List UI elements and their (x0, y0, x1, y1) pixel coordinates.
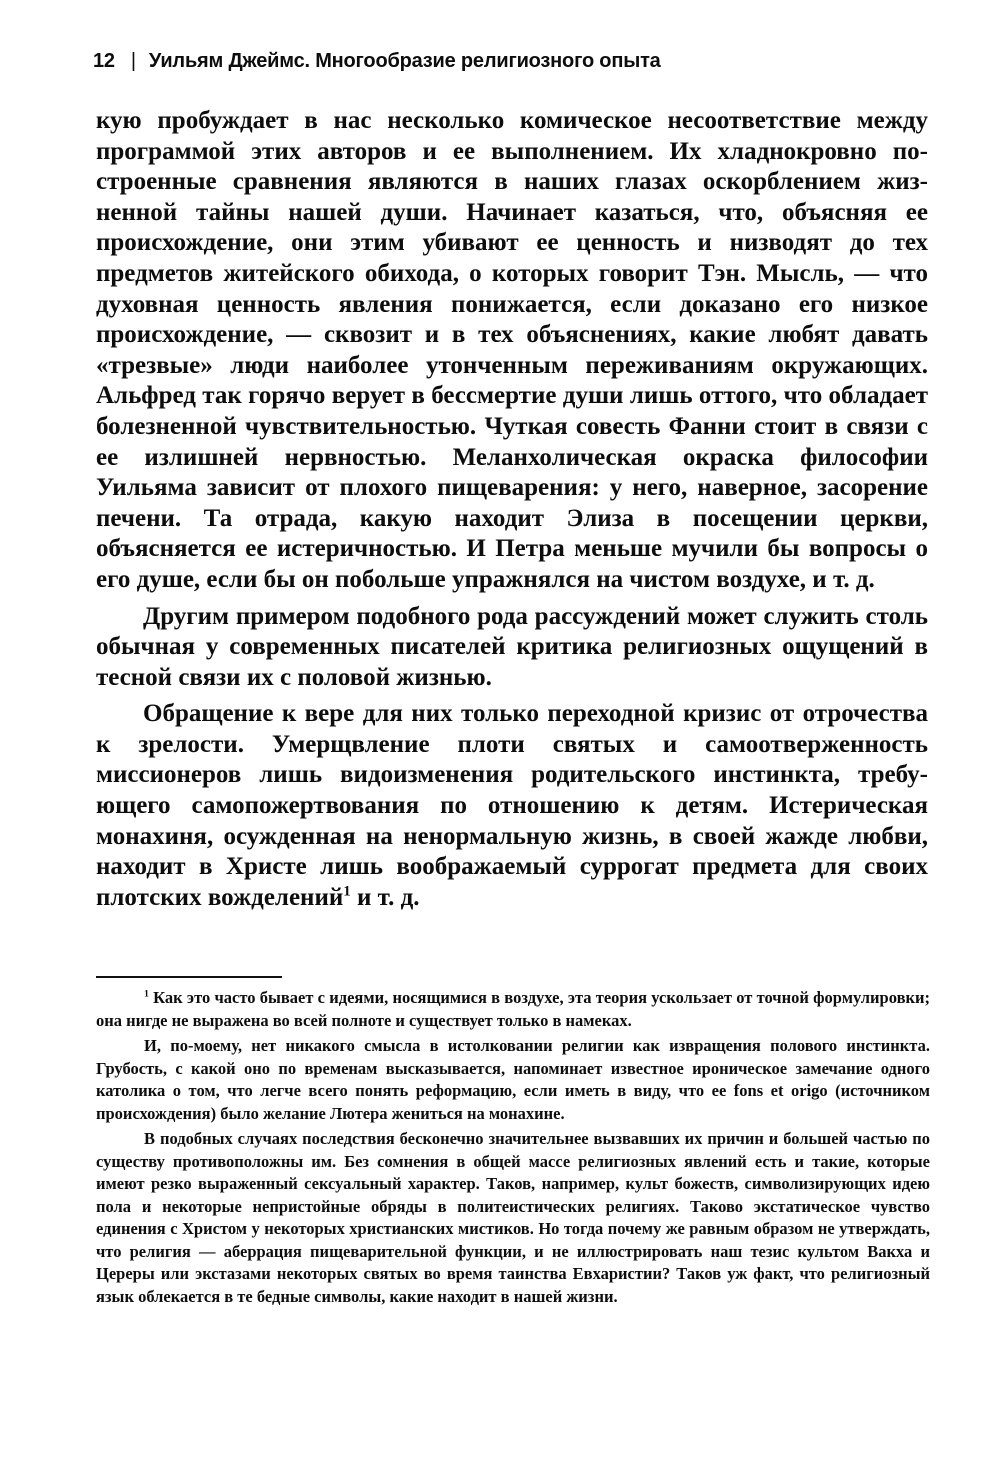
page-number: 12 (93, 50, 115, 72)
main-text (96, 106, 928, 913)
footnote-1 (96, 987, 930, 1032)
paragraph-3 (96, 699, 928, 913)
running-header (93, 47, 913, 75)
paragraph-2: Другим примером подобного рода рассуждений может служить столь обычная у современных писателей критика религиозных ощущений в тесной связи их с половой жизнью. (96, 602, 928, 691)
footnote-1-text: Как это часто бывает с идеями, носящимися в воздухе, эта теория ускользает от точной формулировки; она нигде не выражена во всей полноте и существует только в намеках. (96, 988, 930, 1030)
paragraph-3-end: и т. д. (350, 883, 420, 911)
footnote-marker: 1 (144, 988, 149, 1000)
footnote-reference[interactable]: 1 (343, 883, 351, 900)
footnote-paragraph-2: И, по-моему, нет никакого смысла в истолковании религии как извращения полового инстинкта. Грубость, с какой оно по временам высказывается, напоминает известное ироническое замечание одного католика о том, что легче всего понять реформацию, если иметь в виду, что ее fons et origo (источником происхождения) было желание Лютера жениться на монахине. (96, 1036, 930, 1123)
footnote-divider (96, 976, 282, 978)
footnotes (96, 987, 930, 1311)
paragraph-1: кую пробуждает в нас несколько комическое несоответствие между программой этих авторов и ее выполнением. Их хладнокровно построенные сравнения являются в наших глазах оскорблением жизненной тайны нашей души. Начинает казаться, что, объясняя ее происхождение, они этим убивают ее ценность и низводят до тех предметов житейского обихода, о которых говорит Тэн. Мысль, — что духовная ценность явления понижается, если доказано его низкое происхождение, — сквозит и в тех объяснениях, какие любят давать «трезвые» люди наиболее утонченным переживаниям окружающих. Альфред так горячо верует в бессмертие души лишь оттого, что обладает болезненной чувствительностью. Чуткая совесть Фанни стоит в связи с ее излишней нервностью. Меланхолическая окраска философии Уильяма зависит от плохого пищеварения: у него, наверное, засорение печени. Та отрада, какую находит Элиза в посещении церкви, объясняется ее истеричностью. И Петра меньше мучили бы вопросы о его душе, если бы он побольше упражнялся на чистом воздухе, и т. д. (96, 107, 928, 593)
header-separator: | (130, 50, 136, 72)
running-title: Уильям Джеймс. Многообразие религиозного опыта (148, 50, 661, 72)
footnote-paragraph-3: В подобных случаях последствия бесконечно значительнее вызвавших их причин и большей частью по существу противоположны им. Без сомнения в общей массе религиозных явлений есть и такие, которые имеют резко выраженный сексуальный характер. Таков, например, культ божеств, символизирующих идею пола и некоторые непристойные обряды в политеистических религиях. Таково экстатическое чувство единения с Христом у некоторых христианских мистиков. Но тогда почему же равным образом не утверждать, что религия — аберрация пищеварительной функции, и не иллюстрировать наш тезис культом Вакха и Цереры или экстазами некоторых святых во время таинства Евхаристии? Таков уж факт, что религиозный язык облекается в те бедные символы, какие находит в нашей жизни. (96, 1129, 930, 1306)
paragraph-3-text: Обращение к вере для них только переходной кризис от отрочества к зрелости. Умерщвление плоти святых и самоотверженность миссионеров лишь видоизменения родительского инстинкта, требующего самопожертвования по отношению к детям. Истерическая монахиня, осужденная на ненормальную жизнь, в своей жажде любви, находит в Христе лишь воображаемый суррогат предмета для своих плотских вожделений (96, 700, 928, 911)
